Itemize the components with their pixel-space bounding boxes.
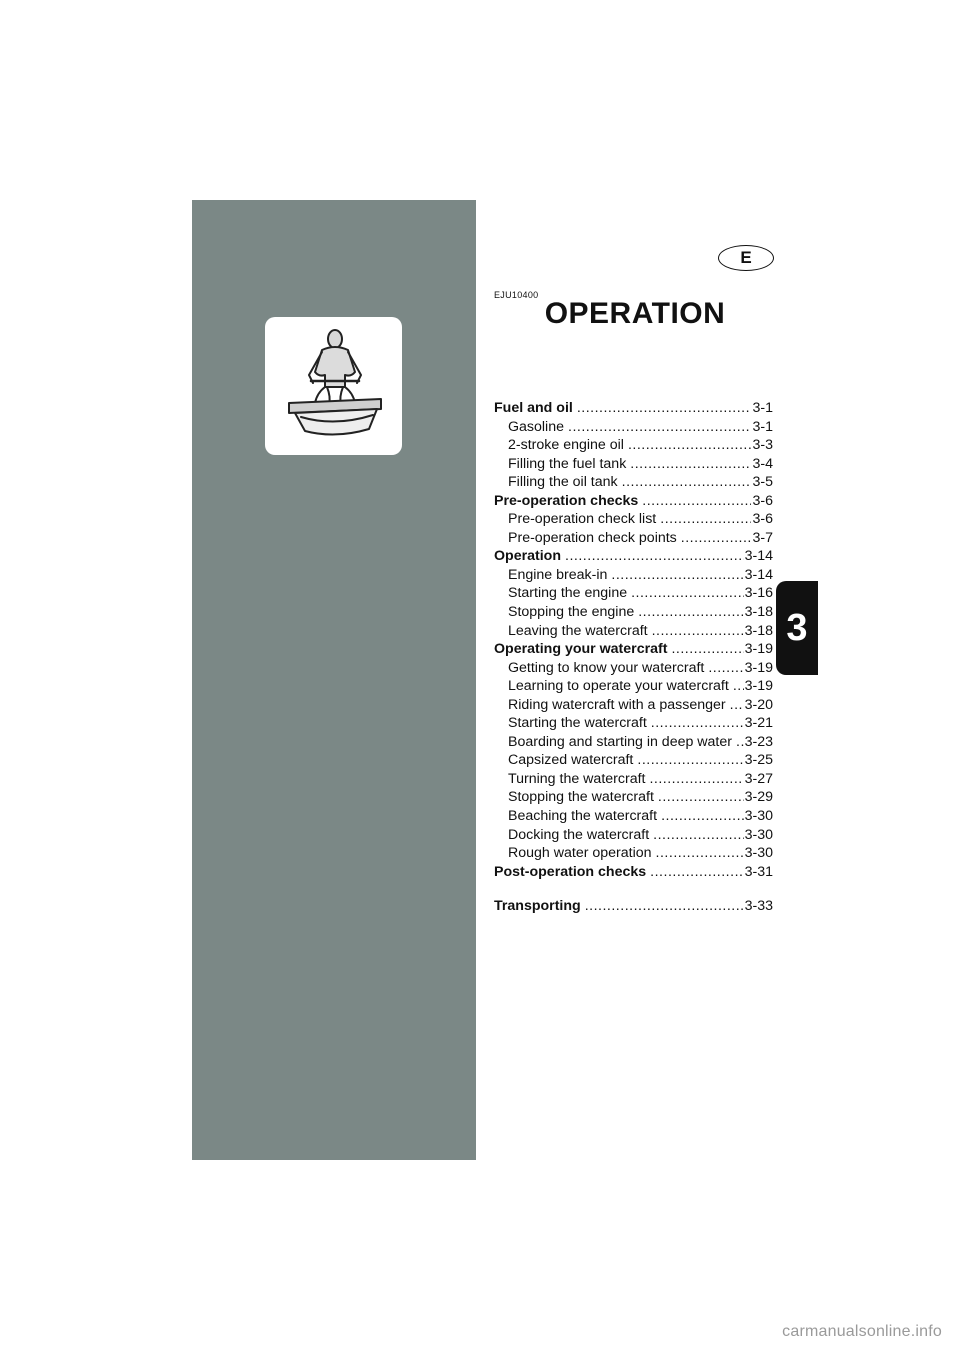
toc-leader-dots <box>656 845 744 859</box>
toc-entry-label: Pre-operation checks <box>494 492 639 509</box>
toc-entry-label: Boarding and starting in deep water <box>508 733 732 750</box>
toc-entry-label: Capsized watercraft <box>508 752 634 769</box>
toc-entry-page: 3-1 <box>752 400 773 416</box>
toc-subsection-entry[interactable] <box>494 660 773 679</box>
toc-entry-page: 3-6 <box>752 492 773 509</box>
toc-leader-dots <box>622 474 752 488</box>
toc-entry-page: 3-1 <box>752 418 773 435</box>
toc-subsection-entry[interactable] <box>494 623 773 642</box>
toc-entry-page: 3-3 <box>752 437 773 454</box>
toc-entry-label: Turning the watercraft <box>508 770 646 787</box>
toc-entry-label: Pre-operation check list <box>508 511 657 528</box>
toc-subsection-entry[interactable] <box>494 845 773 864</box>
toc-leader-dots <box>681 530 752 544</box>
toc-leader-dots <box>577 400 752 414</box>
language-badge: E <box>718 245 774 271</box>
toc-entry-page: 3-14 <box>744 548 773 565</box>
toc-entry-label: Stopping the engine <box>508 604 635 621</box>
toc-section-entry[interactable] <box>494 493 773 512</box>
toc-leader-dots <box>660 511 751 525</box>
toc-subsection-entry[interactable] <box>494 715 773 734</box>
toc-entry-page: 3-5 <box>752 474 773 491</box>
toc-entry-page: 3-20 <box>744 696 773 713</box>
toc-entry-label: Pre-operation check points <box>508 529 677 546</box>
toc-entry-page: 3-7 <box>752 529 773 546</box>
toc-leader-dots <box>650 864 743 878</box>
toc-entry-label: Filling the fuel tank <box>508 455 627 472</box>
toc-leader-dots <box>658 789 744 803</box>
chapter-tab[interactable]: 3 <box>776 581 818 675</box>
toc-entry-page: 3-29 <box>744 789 773 806</box>
toc-subsection-entry[interactable] <box>494 734 773 753</box>
toc-entry-label: Stopping the watercraft <box>508 789 654 806</box>
toc-subsection-entry[interactable] <box>494 697 773 716</box>
toc-entry-page: 3-30 <box>744 808 773 825</box>
document-code: EJU10400 <box>494 290 539 300</box>
toc-subsection-entry[interactable] <box>494 437 773 456</box>
table-of-contents <box>494 400 773 917</box>
toc-leader-dots <box>653 827 743 841</box>
toc-entry-label: Gasoline <box>508 418 564 435</box>
toc-entry-label: Getting to know your watercraft <box>508 659 705 676</box>
toc-entry-label: Leaving the watercraft <box>508 622 648 639</box>
toc-entry-label: Starting the watercraft <box>508 715 647 732</box>
toc-entry-label: Rough water operation <box>508 845 652 862</box>
toc-section-entry[interactable] <box>494 898 773 917</box>
toc-entry-page: 3-14 <box>744 566 773 583</box>
toc-section-entry[interactable] <box>494 400 773 419</box>
toc-entry-label: Engine break-in <box>508 566 608 583</box>
toc-leader-dots <box>661 808 744 822</box>
toc-leader-dots <box>651 715 744 729</box>
toc-entry-page: 3-19 <box>744 641 773 658</box>
toc-entry-page: 3-4 <box>752 455 773 472</box>
toc-entry-page: 3-19 <box>744 659 773 676</box>
toc-subsection-entry[interactable] <box>494 456 773 475</box>
toc-subsection-entry[interactable] <box>494 530 773 549</box>
toc-leader-dots <box>730 697 744 711</box>
rider-on-watercraft-icon <box>265 317 402 455</box>
toc-entry-label: 2-stroke engine oil <box>508 437 624 454</box>
toc-section-entry[interactable] <box>494 864 773 883</box>
toc-subsection-entry[interactable] <box>494 752 773 771</box>
toc-entry-page: 3-18 <box>744 622 773 639</box>
toc-leader-dots <box>631 585 743 599</box>
toc-subsection-entry[interactable] <box>494 808 773 827</box>
toc-entry-page: 3-16 <box>744 585 773 602</box>
toc-subsection-entry[interactable] <box>494 585 773 604</box>
toc-entry-page: 3-18 <box>744 604 773 621</box>
toc-subsection-entry[interactable] <box>494 827 773 846</box>
watermark-footer: carmanualsonline.info <box>782 1323 942 1340</box>
toc-entry-page: 3-30 <box>744 845 773 862</box>
toc-leader-dots <box>568 419 751 433</box>
toc-subsection-entry[interactable] <box>494 511 773 530</box>
toc-leader-dots <box>671 641 743 655</box>
toc-entry-label: Learning to operate your watercraft <box>508 678 729 695</box>
toc-entry-label: Filling the oil tank <box>508 474 618 491</box>
toc-leader-dots <box>585 898 744 912</box>
toc-entry-page: 3-19 <box>744 678 773 695</box>
toc-leader-dots <box>628 437 752 451</box>
chapter-illustration <box>265 317 402 455</box>
toc-subsection-entry[interactable] <box>494 567 773 586</box>
toc-entry-page: 3-30 <box>744 826 773 843</box>
toc-leader-dots <box>638 604 743 618</box>
toc-subsection-entry[interactable] <box>494 678 773 697</box>
toc-subsection-entry[interactable] <box>494 771 773 790</box>
toc-section-entry[interactable] <box>494 641 773 660</box>
toc-entry-page: 3-25 <box>744 752 773 769</box>
toc-leader-dots <box>565 548 744 562</box>
toc-subsection-entry[interactable] <box>494 419 773 438</box>
toc-leader-dots <box>630 456 751 470</box>
toc-entry-label: Fuel and oil <box>494 400 573 416</box>
toc-section-entry[interactable] <box>494 548 773 567</box>
toc-entry-page: 3-23 <box>744 733 773 750</box>
toc-leader-dots <box>611 567 743 581</box>
toc-entry-page: 3-33 <box>744 898 773 915</box>
toc-entry-label: Operation <box>494 548 562 565</box>
toc-subsection-entry[interactable] <box>494 604 773 623</box>
toc-entry-page: 3-6 <box>752 511 773 528</box>
toc-entry-label: Starting the engine <box>508 585 628 602</box>
toc-leader-dots <box>637 752 743 766</box>
toc-leader-dots <box>652 623 744 637</box>
toc-entry-label: Docking the watercraft <box>508 826 650 843</box>
toc-subsection-entry[interactable] <box>494 789 773 808</box>
toc-entry-page: 3-31 <box>744 863 773 880</box>
toc-entry-label: Riding watercraft with a passenger <box>508 696 726 713</box>
toc-subsection-entry[interactable] <box>494 474 773 493</box>
toc-leader-dots <box>708 660 743 674</box>
toc-leader-dots <box>642 493 751 507</box>
toc-entry-label: Post-operation checks <box>494 863 647 880</box>
toc-leader-dots <box>733 678 744 692</box>
toc-leader-dots <box>649 771 743 785</box>
toc-entry-label: Operating your watercraft <box>494 641 668 658</box>
toc-leader-dots <box>736 734 744 748</box>
toc-entry-label: Beaching the watercraft <box>508 808 658 825</box>
page-title: OPERATION <box>544 297 726 330</box>
toc-entry-label: Transporting <box>494 898 581 915</box>
toc-entry-page: 3-27 <box>744 770 773 787</box>
toc-entry-page: 3-21 <box>744 715 773 732</box>
